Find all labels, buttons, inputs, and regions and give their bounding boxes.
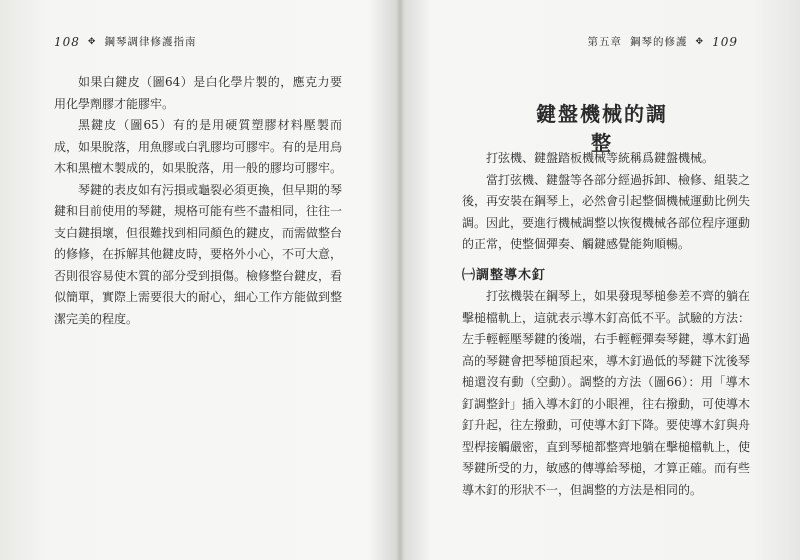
- left-page-header: [54, 34, 196, 49]
- diamond-ornament-icon: ✥: [87, 36, 97, 47]
- paragraph: 打弦機裝在鋼琴上，如果發現琴槌參差不齊的躺在擊槌檔軌上，這就表示導木釘高低不平。試驗的方法：左手輕輕壓琴鍵的後端，右手輕輕彈奏琴鍵，導木釘過高的琴鍵會把琴槌頂起來，導木釘過低的琴鍵下沈後琴槌還沒有動（空動）。調整的方法（圖66）：用「導木釘調整針」插入導木釘的小眼裡，往右撥動，可使導木釘升起，往左撥動，可使導木釘下降。要使導木釘與舟型桿接觸嚴密，直到琴槌都整齊地躺在擊槌檔軌上，使琴鍵所受的力，敏感的傳導給琴槌，才算正確。而有些導木釘的形狀不一，但調整的方法是相同的。: [462, 289, 751, 497]
- subsection-text: [462, 286, 750, 501]
- paragraph: 如果白鍵皮（圖64）是白化學片製的，應克力要用化學劑膠才能膠牢。: [54, 75, 342, 111]
- left-page-number: 108: [54, 34, 80, 49]
- running-title: 鋼琴調律修護指南: [104, 36, 197, 48]
- diamond-ornament-icon: ✥: [695, 36, 705, 47]
- paragraph: 黑鍵皮（圖65）有的是用硬質塑膠材料壓製而成，如果脫落，用魚膠或白乳膠均可膠牢。有的是用烏木和黑檀木製成的，如果脫落，用一般的膠均可膠牢。: [54, 118, 343, 175]
- chapter-label: 第五章: [587, 36, 623, 48]
- paragraph: 當打弦機、鍵盤等各部分經過拆卸、檢修、組裝之後，再安裝在鋼琴上，必然會引起整個機械運動比例失調。因此，要進行機械調整以恢復機械各部位程序運動的正常，使整個彈奏、觸鍵感覺能夠順暢。: [462, 172, 751, 251]
- right-page-number: 109: [712, 34, 738, 49]
- subsection-heading: ㈠調整導木釘: [462, 268, 547, 283]
- intro-text: [462, 148, 750, 256]
- right-page-header: [588, 34, 738, 49]
- chapter-name: 鋼琴的修護: [630, 36, 688, 48]
- left-body-text: [54, 72, 342, 330]
- section-title: 鍵盤機械的調整: [536, 102, 668, 155]
- paragraph: 打弦機、鍵盤踏板機械等統稱爲鍵盤機械。: [486, 151, 715, 165]
- paragraph: 琴鍵的表皮如有污損或龜裂必須更換，但早期的琴鍵和目前使用的琴鍵，規格可能有些不盡相同，往往一支白鍵損壞，但很難找到相同顏色的鍵皮，而需做整台的修修，在拆解其他鍵皮時，要格外小心，不可大意，否則很容易使木質的部分受到損傷。檢修整台鍵皮，看似簡單，實際上需要很大的耐心，細心工作方能做到整潔完美的程度。: [54, 182, 343, 326]
